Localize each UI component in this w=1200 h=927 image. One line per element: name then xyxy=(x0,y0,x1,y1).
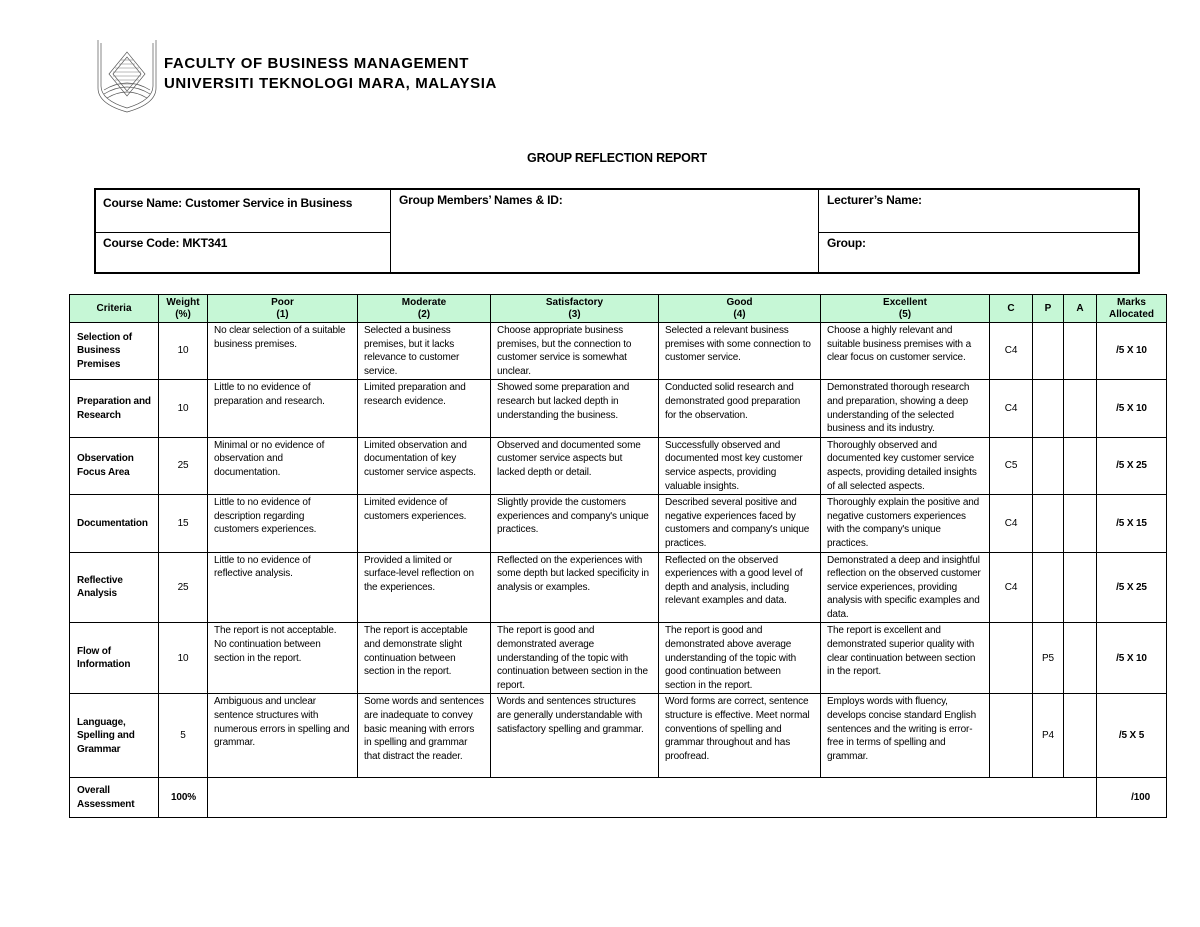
excellent-cell: Thoroughly explain the positive and negative customers experiences with the company's unique practices. xyxy=(821,495,990,552)
a-cell xyxy=(1064,380,1097,437)
p-cell: P4 xyxy=(1033,694,1064,778)
good-cell: The report is good and demonstrated above average understanding of the topic with good continuation between section in the report. xyxy=(659,623,821,694)
criteria-cell: Observation Focus Area xyxy=(70,437,159,494)
c-cell: C4 xyxy=(990,552,1033,623)
good-cell: Conducted solid research and demonstrated good preparation for the observation. xyxy=(659,380,821,437)
c-cell xyxy=(990,694,1033,778)
rubric-table xyxy=(69,294,1167,818)
overall-marks: /100 xyxy=(1097,778,1167,818)
weight-cell: 25 xyxy=(159,552,208,623)
moderate-cell: Limited preparation and research evidence. xyxy=(358,380,491,437)
c-cell: C4 xyxy=(990,495,1033,552)
weight-cell: 25 xyxy=(159,437,208,494)
moderate-cell: Some words and sentences are inadequate to convey basic meaning with errors in spelling and grammar that distract the reader. xyxy=(358,694,491,778)
good-cell: Word forms are correct, sentence structure is effective. Meet normal conventions of spelling and grammar throughout and has proofread. xyxy=(659,694,821,778)
a-cell xyxy=(1064,437,1097,494)
rubric-row xyxy=(70,495,1167,552)
weight-cell: 15 xyxy=(159,495,208,552)
poor-cell: Little to no evidence of reflective analysis. xyxy=(208,552,358,623)
p-cell xyxy=(1033,495,1064,552)
group-members-field: Group Members’ Names & ID: xyxy=(399,193,563,207)
lecturer-name-field: Lecturer’s Name: xyxy=(827,193,922,207)
marks-cell: /5 X 10 xyxy=(1097,380,1167,437)
poor-cell: Minimal or no evidence of observation and documentation. xyxy=(208,437,358,494)
good-cell: Described several positive and negative experiences faced by customers and company's unique practices. xyxy=(659,495,821,552)
satisfactory-cell: Showed some preparation and research but lacked depth in understanding the business. xyxy=(491,380,659,437)
header-satisfactory: Satisfactory (3) xyxy=(491,295,659,323)
criteria-cell: Reflective Analysis xyxy=(70,552,159,623)
rubric-row xyxy=(70,623,1167,694)
criteria-cell: Preparation and Research xyxy=(70,380,159,437)
a-cell xyxy=(1064,694,1097,778)
criteria-cell: Language, Spelling and Grammar xyxy=(70,694,159,778)
satisfactory-cell: Words and sentences structures are generally understandable with satisfactory spelling and grammar. xyxy=(491,694,659,778)
poor-cell: Little to no evidence of preparation and research. xyxy=(208,380,358,437)
moderate-cell: Selected a business premises, but it lacks relevance to customer service. xyxy=(358,323,491,380)
criteria-cell: Documentation xyxy=(70,495,159,552)
excellent-cell: Employs words with fluency, develops concise standard English sentences and the writing is error-free in terms of spelling and grammar. xyxy=(821,694,990,778)
header-poor: Poor (1) xyxy=(208,295,358,323)
course-info-box xyxy=(94,188,1140,274)
header-marks: Marks Allocated xyxy=(1097,295,1167,323)
a-cell xyxy=(1064,495,1097,552)
header-moderate: Moderate (2) xyxy=(358,295,491,323)
satisfactory-cell: Choose appropriate business premises, but the connection to customer service is somewhat unclear. xyxy=(491,323,659,380)
p-cell: P5 xyxy=(1033,623,1064,694)
excellent-cell: The report is excellent and demonstrated superior quality with clear continuation between section in the report. xyxy=(821,623,990,694)
p-cell xyxy=(1033,323,1064,380)
good-cell: Selected a relevant business premises with some connection to customer service. xyxy=(659,323,821,380)
a-cell xyxy=(1064,623,1097,694)
marks-cell: /5 X 10 xyxy=(1097,323,1167,380)
report-title: GROUP REFLECTION REPORT xyxy=(527,151,707,165)
marks-cell: /5 X 10 xyxy=(1097,623,1167,694)
overall-blank-cell xyxy=(208,778,1097,818)
rubric-row xyxy=(70,694,1167,778)
weight-cell: 10 xyxy=(159,380,208,437)
excellent-cell: Choose a highly relevant and suitable business premises with a clear focus on customer service. xyxy=(821,323,990,380)
weight-cell: 5 xyxy=(159,694,208,778)
course-code-field: Course Code: MKT341 xyxy=(103,236,228,250)
good-cell: Successfully observed and documented most key customer service aspects, providing valuable insights. xyxy=(659,437,821,494)
satisfactory-cell: The report is good and demonstrated average understanding of the topic with continuation between section in the report. xyxy=(491,623,659,694)
good-cell: Reflected on the observed experiences with a good level of depth and analysis, including relevant examples and data. xyxy=(659,552,821,623)
satisfactory-cell: Reflected on the experiences with some depth but lacked specificity in analysis or examples. xyxy=(491,552,659,623)
university-name: UNIVERSITI TEKNOLOGI MARA, MALAYSIA xyxy=(164,75,497,92)
marks-cell: /5 X 25 xyxy=(1097,552,1167,623)
poor-cell: No clear selection of a suitable business premises. xyxy=(208,323,358,380)
c-cell: C5 xyxy=(990,437,1033,494)
header-good: Good (4) xyxy=(659,295,821,323)
rubric-row xyxy=(70,380,1167,437)
c-cell xyxy=(990,623,1033,694)
rubric-row xyxy=(70,552,1167,623)
moderate-cell: Provided a limited or surface-level reflection on the experiences. xyxy=(358,552,491,623)
satisfactory-cell: Observed and documented some customer service aspects but lacked depth or detail. xyxy=(491,437,659,494)
marks-cell: /5 X 5 xyxy=(1097,694,1167,778)
header-weight: Weight (%) xyxy=(159,295,208,323)
header-excellent: Excellent (5) xyxy=(821,295,990,323)
poor-cell: The report is not acceptable. No continuation between section in the report. xyxy=(208,623,358,694)
poor-cell: Little to no evidence of description regarding customers experiences. xyxy=(208,495,358,552)
header-a: A xyxy=(1064,295,1097,323)
moderate-cell: The report is acceptable and demonstrate slight continuation between section in the report. xyxy=(358,623,491,694)
weight-cell: 10 xyxy=(159,323,208,380)
marks-cell: /5 X 25 xyxy=(1097,437,1167,494)
a-cell xyxy=(1064,323,1097,380)
excellent-cell: Demonstrated a deep and insightful reflection on the observed customer service experiences, providing analysis with specific examples and data. xyxy=(821,552,990,623)
poor-cell: Ambiguous and unclear sentence structures with numerous errors in spelling and grammar. xyxy=(208,694,358,778)
overall-row xyxy=(70,778,1167,818)
rubric-header-row xyxy=(70,295,1167,323)
group-field: Group: xyxy=(827,236,866,250)
header-criteria: Criteria xyxy=(70,295,159,323)
criteria-cell: Selection of Business Premises xyxy=(70,323,159,380)
p-cell xyxy=(1033,380,1064,437)
satisfactory-cell: Slightly provide the customers experiences and company's unique practices. xyxy=(491,495,659,552)
p-cell xyxy=(1033,437,1064,494)
marks-cell: /5 X 15 xyxy=(1097,495,1167,552)
overall-label: Overall Assessment xyxy=(70,778,159,818)
p-cell xyxy=(1033,552,1064,623)
header-c: C xyxy=(990,295,1033,323)
moderate-cell: Limited observation and documentation of key customer service aspects. xyxy=(358,437,491,494)
course-name-field: Course Name: Customer Service in Business xyxy=(103,196,353,210)
header-p: P xyxy=(1033,295,1064,323)
c-cell: C4 xyxy=(990,380,1033,437)
rubric-row xyxy=(70,437,1167,494)
criteria-cell: Flow of Information xyxy=(70,623,159,694)
university-crest-logo-icon xyxy=(95,38,159,114)
rubric-row xyxy=(70,323,1167,380)
excellent-cell: Demonstrated thorough research and preparation, showing a deep understanding of the selected business and its industry. xyxy=(821,380,990,437)
weight-cell: 10 xyxy=(159,623,208,694)
faculty-name: FACULTY OF BUSINESS MANAGEMENT xyxy=(164,55,469,72)
a-cell xyxy=(1064,552,1097,623)
c-cell: C4 xyxy=(990,323,1033,380)
excellent-cell: Thoroughly observed and documented key customer service aspects, providing detailed insights of all selected aspects. xyxy=(821,437,990,494)
overall-weight: 100% xyxy=(159,778,208,818)
moderate-cell: Limited evidence of customers experiences. xyxy=(358,495,491,552)
